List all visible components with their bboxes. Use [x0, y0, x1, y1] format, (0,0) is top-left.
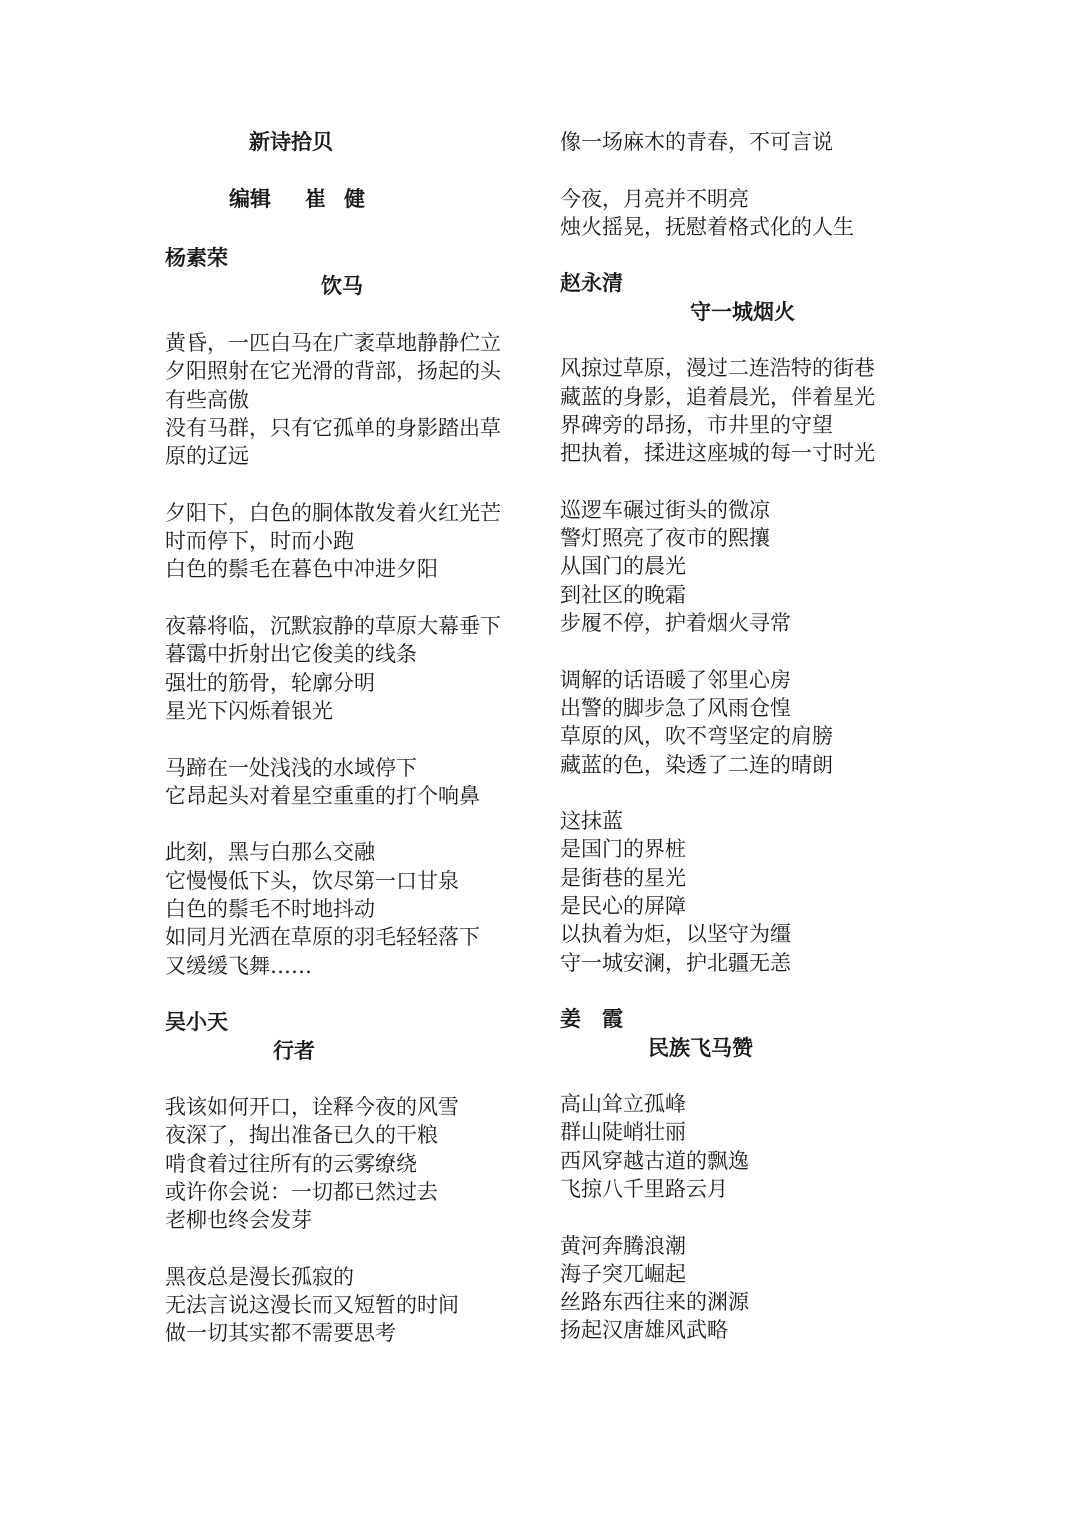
poem-line: 群山陡峭壮丽: [560, 1120, 686, 1145]
poem-line: 做一切其实都不需要思考: [165, 1321, 396, 1346]
poem-line: 风掠过草原，漫过二连浩特的街巷: [560, 356, 875, 381]
poem-title: 守一城烟火: [690, 299, 795, 324]
poem-line: 或许你会说：一切都已然过去: [165, 1179, 438, 1204]
poem-line: 今夜，月亮并不明亮: [560, 186, 749, 211]
poem-line: 调解的话语暖了邻里心房: [560, 667, 791, 692]
editor-label: 编辑: [229, 186, 271, 211]
stanza: [165, 499, 535, 584]
poem-author: 赵永清: [560, 271, 623, 296]
poem-line: 到社区的晚霜: [560, 582, 686, 607]
poem-line: 星光下闪烁着银光: [165, 698, 333, 723]
poem-line: 没有马群，只有它孤单的身影踏出草: [165, 415, 501, 440]
poem-author: 杨素荣: [165, 246, 228, 271]
poem-line: 是国门的界桩: [560, 837, 686, 862]
editor-name-1: 崔: [305, 186, 326, 211]
poem-line: 把执着，揉进这座城的每一寸时光: [560, 441, 875, 466]
poem-line: 白色的鬃毛在暮色中冲进夕阳: [165, 557, 438, 582]
poem-line: 原的辽远: [165, 444, 249, 469]
poem-line: 这抹蓝: [560, 809, 623, 834]
poem-line: 烛火摇晃，抚慰着格式化的人生: [560, 214, 854, 239]
poem-line: 守一城安澜，护北疆无恙: [560, 950, 791, 975]
poem-line: 啃食着过往所有的云雾缭绕: [165, 1151, 417, 1176]
stanza: [165, 1263, 535, 1348]
stanza: [560, 1232, 920, 1345]
poem-title: 行者: [273, 1038, 315, 1063]
poem-author: 吴小天: [165, 1010, 228, 1035]
poem-line: 高山耸立孤峰: [560, 1092, 686, 1117]
stanza: [165, 612, 535, 725]
poem-xingzhe: [165, 1008, 535, 1348]
stanza: [165, 1093, 535, 1234]
poem-line: 如同月光洒在草原的羽毛轻轻落下: [165, 925, 480, 950]
masthead-title: 新诗拾贝: [249, 130, 333, 154]
poem-line: 它昂起头对着星空重重的打个响鼻: [165, 783, 480, 808]
poem-line: 又缓缓飞舞……: [165, 953, 312, 978]
poem-line: 警灯照亮了夜市的熙攘: [560, 526, 770, 551]
poem-title: 民族飞马赞: [648, 1035, 753, 1060]
poem-line: 以执着为炬，以坚守为缰: [560, 922, 791, 947]
poem-line: 夕阳下，白色的胴体散发着火红光芒: [165, 500, 501, 525]
poem-line: 扬起汉唐雄风武略: [560, 1318, 728, 1343]
poem-minzufeimazan: [560, 1005, 920, 1345]
poem-line: 草原的风，吹不弯坚定的肩膀: [560, 724, 833, 749]
poem-line: 夜幕将临，沉默寂静的草原大幕垂下: [165, 614, 501, 639]
poem-line: 黄昏，一匹白马在广袤草地静静伫立: [165, 331, 501, 356]
stanza: [560, 666, 920, 779]
poem-line: 黑夜总是漫长孤寂的: [165, 1264, 354, 1289]
poem-line: 无法言说这漫长而又短暂的时间: [165, 1293, 459, 1318]
poem-line: 夕阳照射在它光滑的背部，扬起的头: [165, 359, 501, 384]
poem-line: 界碑旁的昂扬，市井里的守望: [560, 412, 833, 437]
poem-line: 时而停下，时而小跑: [165, 529, 354, 554]
left-column: [165, 128, 535, 1348]
stanza: [560, 354, 920, 467]
stanza: [560, 1090, 920, 1203]
poem-line: 老柳也终会发芽: [165, 1208, 312, 1233]
poem-line: 藏蓝的色，染透了二连的晴朗: [560, 752, 833, 777]
poem-line: 夜深了，掏出准备已久的干粮: [165, 1123, 438, 1148]
poem-line: 步履不停，护着烟火寻常: [560, 611, 791, 636]
stanza: [560, 496, 920, 637]
poem-line: 出警的脚步急了风雨仓惶: [560, 695, 791, 720]
poem-author: 姜 霞: [560, 1007, 623, 1032]
poem-line: 飞掠八千里路云月: [560, 1176, 728, 1201]
poem-line: 西风穿越古道的飘逸: [560, 1148, 749, 1173]
stanza: [165, 754, 535, 811]
poem-xingzhe-continued: [560, 128, 920, 241]
poem-line: 是街巷的星光: [560, 865, 686, 890]
masthead-editor: [165, 185, 535, 213]
poem-line: 巡逻车碾过街头的微凉: [560, 497, 770, 522]
poem-line: 藏蓝的身影，追着晨光，伴着星光: [560, 384, 875, 409]
poem-line: 白色的鬃毛不时地抖动: [165, 897, 375, 922]
poem-line: 丝路东西往来的渊源: [560, 1290, 749, 1315]
stanza: [560, 185, 920, 242]
poem-line: 从国门的晨光: [560, 554, 686, 579]
poem-line: 暮霭中折射出它俊美的线条: [165, 642, 417, 667]
poem-title: 饮马: [321, 274, 363, 299]
right-column: [560, 128, 920, 1345]
poem-line: 强壮的筋骨，轮廓分明: [165, 670, 375, 695]
poem-shouyichengyanhuo: [560, 269, 920, 976]
poem-line: 它慢慢低下头，饮尽第一口甘泉: [165, 868, 459, 893]
poem-line: 有些高傲: [165, 387, 249, 412]
poem-line: 像一场麻木的青春，不可言说: [560, 130, 833, 154]
poem-line: 黄河奔腾浪潮: [560, 1233, 686, 1258]
poem-line: 马蹄在一处浅浅的水域停下: [165, 755, 417, 780]
editor-name-2: 健: [344, 186, 365, 211]
stanza: [165, 838, 535, 979]
poem-line: 是民心的屏障: [560, 894, 686, 919]
poem-yinma: [165, 244, 535, 980]
poem-line: 我该如何开口，诠释今夜的风雪: [165, 1095, 459, 1120]
stanza: [560, 807, 920, 977]
poem-line: 此刻，黑与白那么交融: [165, 840, 375, 865]
stanza: [165, 329, 535, 470]
poem-line: 海子突兀崛起: [560, 1261, 686, 1286]
